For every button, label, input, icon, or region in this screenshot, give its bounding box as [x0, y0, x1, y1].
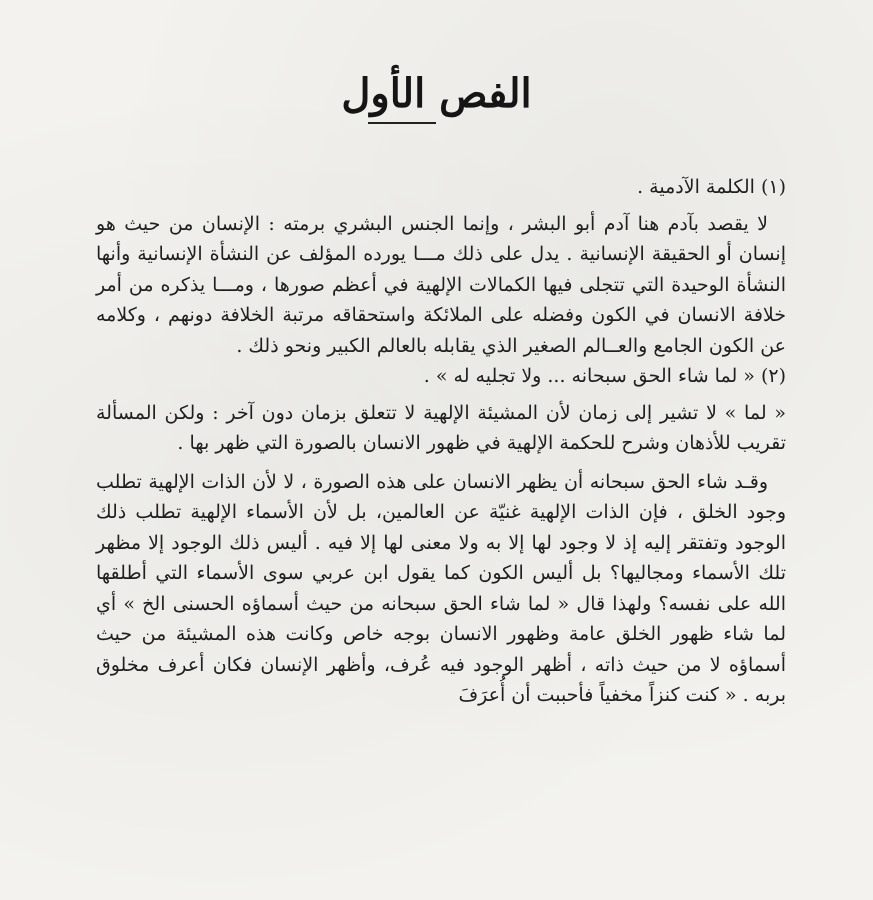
- chapter-title: الفص الأول: [341, 70, 532, 117]
- title-underline: [368, 122, 436, 124]
- page-body: [96, 172, 786, 711]
- section-heading: (١) الكلمة الآدمية .: [637, 176, 786, 198]
- paragraph: لا يقصد بآدم هنا آدم أبو البشر ، وإنما الجنس البشري برمته : الإنسان من حيث هو إنسان أو الحقيقة الإنسانية . يدل على ذلك مـــا يورده المؤلف عن النشأة الإنسانية وأنها النشأة الوحيدة التي تتجلى فيها الكمالات الإلهية في أعظم صورها ، ومـــا يذكره من أمر خلافة الانسان في الكون وفضله على الملائكة واستحقاقه مرتبة الخلافة دونهم ، وكلامه عن الكون الجامع والعــالم الصغير الذي يقابله بالعالم الكبير ونحو ذلك .: [96, 212, 786, 357]
- paragraph: « لما » لا تشير إلى زمان لأن المشيئة الإلهية لا تتعلق بزمان دون آخر : ولكن المسألة تقريب للأذهان وشرح للحكمة الإلهية في ظهور الانسان بالصورة التي ظهر بها .: [96, 401, 786, 454]
- section-heading: (٢) « لما شاء الحق سبحانه ... ولا تجليه له » .: [423, 365, 786, 387]
- paragraph: وقـد شاء الحق سبحانه أن يظهر الانسان على هذه الصورة ، لا لأن الذات الإلهية تطلب وجود الخلق ، فإن الذات الإلهية غنيّة عن العالمين، بل لأن الأسماء الإلهية تطلب ذلك الوجود وتفتقر إليه إذ لا وجود لها إلا به ولا معنى لها إلا فيه . أليس ذلك الوجود إلا مظهر تلك الأسماء ومجاليها؟ بل أليس الكون كما يقول ابن عربي سوى الأسماء التي أطلقها الله على نفسه؟ ولهذا قال « لما شاء الحق سبحانه من حيث أسماؤه الحسنى الخ » أي لما شاء ظهور الخلق عامة وظهور الانسان بوجه خاص وكانت هذه المشيئة من حيث أسماؤه لا من حيث ذاته ، أظهر الوجود فيه عُرف، وأظهر الإنسان فكان أعرف مخلوق بربه . « كنت كنزاً مخفياً فأحببت أن أُعرَفَ: [96, 470, 786, 706]
